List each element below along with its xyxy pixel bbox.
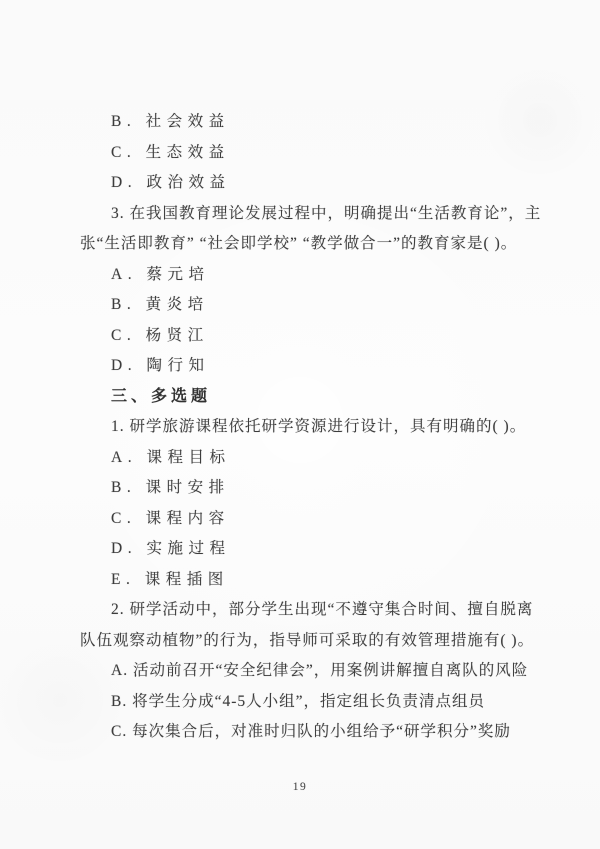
question-text: 3. 在我国教育理论发展过程中，明确提出“生活教育论”，主 — [111, 204, 542, 222]
answer-option: B. 将学生分成“4-5人小组”，指定组长负责清点组员 — [111, 692, 486, 710]
answer-option: A. 课程目标 — [111, 448, 231, 466]
answer-option: D. 陶行知 — [111, 357, 210, 374]
question-text-continued: 队伍观察动植物”的行为，指导师可采取的有效管理措施有( )。 — [80, 631, 535, 649]
answer-option: D. 实施过程 — [111, 540, 231, 557]
answer-option: A. 蔡元培 — [111, 265, 210, 283]
section-heading: 三、多选题 — [111, 387, 212, 405]
answer-option: D. 政治效益 — [111, 174, 231, 191]
question-text: 2. 研学活动中，部分学生出现“不遵守集合时间、擅自脱离 — [111, 601, 534, 618]
answer-option: E. 课程插图 — [111, 570, 229, 588]
question-text: 1. 研学旅游课程依托研学资源进行设计，具有明确的( )。 — [111, 418, 527, 435]
answer-option: B. 黄炎培 — [111, 296, 209, 313]
exam-page-body — [80, 107, 546, 748]
answer-option: C. 杨贤江 — [111, 326, 209, 344]
answer-option: B. 课时安排 — [111, 479, 230, 496]
answer-option: C. 每次集合后，对准时归队的小组给予“研学积分”奖励 — [111, 723, 511, 740]
answer-option: A. 活动前召开“安全纪律会”，用案例讲解擅自离队的风险 — [111, 662, 529, 679]
question-text-continued: 张“生活即教育” “社会即学校” “教学做合一”的教育家是( )。 — [80, 235, 518, 252]
answer-option: B. 社会效益 — [111, 113, 230, 130]
page-number: 19 — [292, 781, 308, 793]
answer-option: C. 生态效益 — [111, 143, 230, 161]
answer-option: C. 课程内容 — [111, 509, 230, 527]
